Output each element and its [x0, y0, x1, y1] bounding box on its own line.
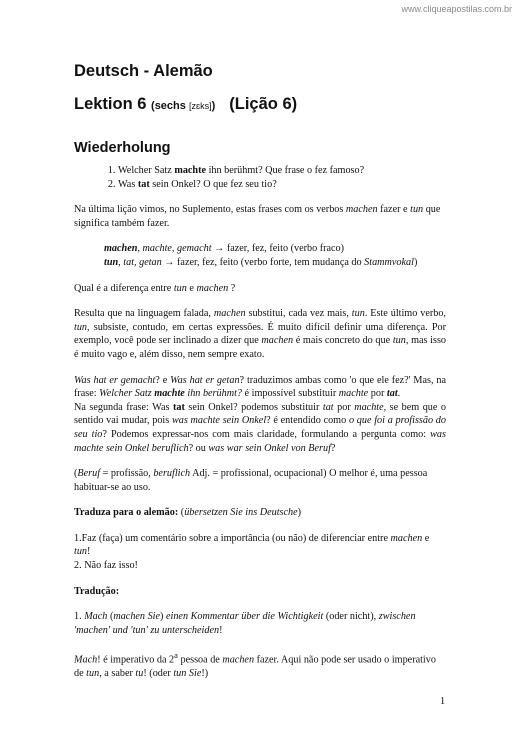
lesson-ipa: [zɛks]	[188, 101, 212, 111]
lesson-sechs: (sechs	[151, 100, 189, 112]
lesson-title	[74, 95, 446, 114]
paragraph-result: Resulta que na linguagem falada, machen substitui, cada vez mais, tun. Este último verbo, tun, subsiste, contudo, em certas expressões. É muito difícil definir uma diferença. Por exemplo, você pode ser inclinado a dizer que machen é mais concreto do que tun, mas isso é muito vago e, além disso, nem sempre exato.	[74, 308, 447, 360]
list-item: 1. Welcher Satz machte ihn berühmt? Que frase o fez famoso?	[118, 164, 446, 178]
answer-note: Mach! é imperativo da 2$^a$ pessoa de machen fazer. Aqui não pode ser usado o imperativo de tun, a saber tu! (oder tun Sie!)	[74, 650, 436, 680]
list-item: tun, tat, getan → fazer, fez, feito (verbo forte, tem mudança do Stammvokal)	[104, 256, 418, 268]
exercise-1: 1.Faz (faça) um comentário sobre a importância (ou não) de diferenciar entre machen e tun!	[74, 532, 430, 558]
intro-paragraph: Na última lição vimos, no Suplemento, estas frases com os verbos machen fazer e tun que significa também fazer.	[74, 204, 441, 229]
list-item: machen, machte, gemacht → fazer, fez, feito (verbo fraco)	[104, 243, 345, 255]
paragraph-beruf: (Beruf = profissão, beruflich Adj. = profissional, ocupacional) O melhor é, uma pessoa habituar-se ao uso.	[74, 468, 428, 493]
translate-heading: Traduza para o alemão: (übersetzen Sie ins Deutsche)	[74, 507, 302, 519]
document-page	[74, 62, 446, 681]
question-difference: Qual é a diferença entre tun e machen ?	[74, 282, 236, 294]
lesson-label: Lektion 6	[74, 95, 147, 113]
paragraph-segunda-frase: Na segunda frase: Was tat sein Onkel? podemos substituir tat por machte, se bem que o sentido vai mudar, pois was machte sein Onkel? é entendido como o que foi a profissão do seu tio? Podemos expressar-nos com mais claridade, formulando a pergunta como: was machte sein Onkel beruflich? ou was war sein Onkel von Beruf?	[74, 401, 446, 454]
page-number: 1	[440, 696, 446, 707]
traducao-heading: Tradução:	[74, 585, 120, 597]
paragraph-was-hat-er: Was hat er gemacht? e Was hat er getan? traduzimos ambas como 'o que ele fez?' Mas, na frase: Welcher Satz machte ihn berühmt? é impossível substituir machte por tat.	[74, 374, 447, 400]
lesson-pt: (Lição 6)	[229, 95, 298, 113]
verb-forms	[74, 242, 446, 269]
list-item: 2. Was tat sein Onkel? O que fez seu tio?	[118, 178, 446, 192]
exercise-2: 2. Não faz isso!	[74, 560, 138, 572]
lesson-close: )	[211, 100, 216, 112]
answer-1: 1. Mach (machen Sie) einen Kommentar über die Wichtigkeit (oder nicht), zwischen 'machen' und 'tun' zu unterscheiden!	[74, 611, 416, 636]
site-url: www.cliqueapostilas.com.br	[401, 4, 512, 14]
section-title: Wiederholung	[74, 140, 171, 156]
document-title: Deutsch - Alemão	[74, 62, 213, 80]
question-list	[74, 164, 446, 191]
